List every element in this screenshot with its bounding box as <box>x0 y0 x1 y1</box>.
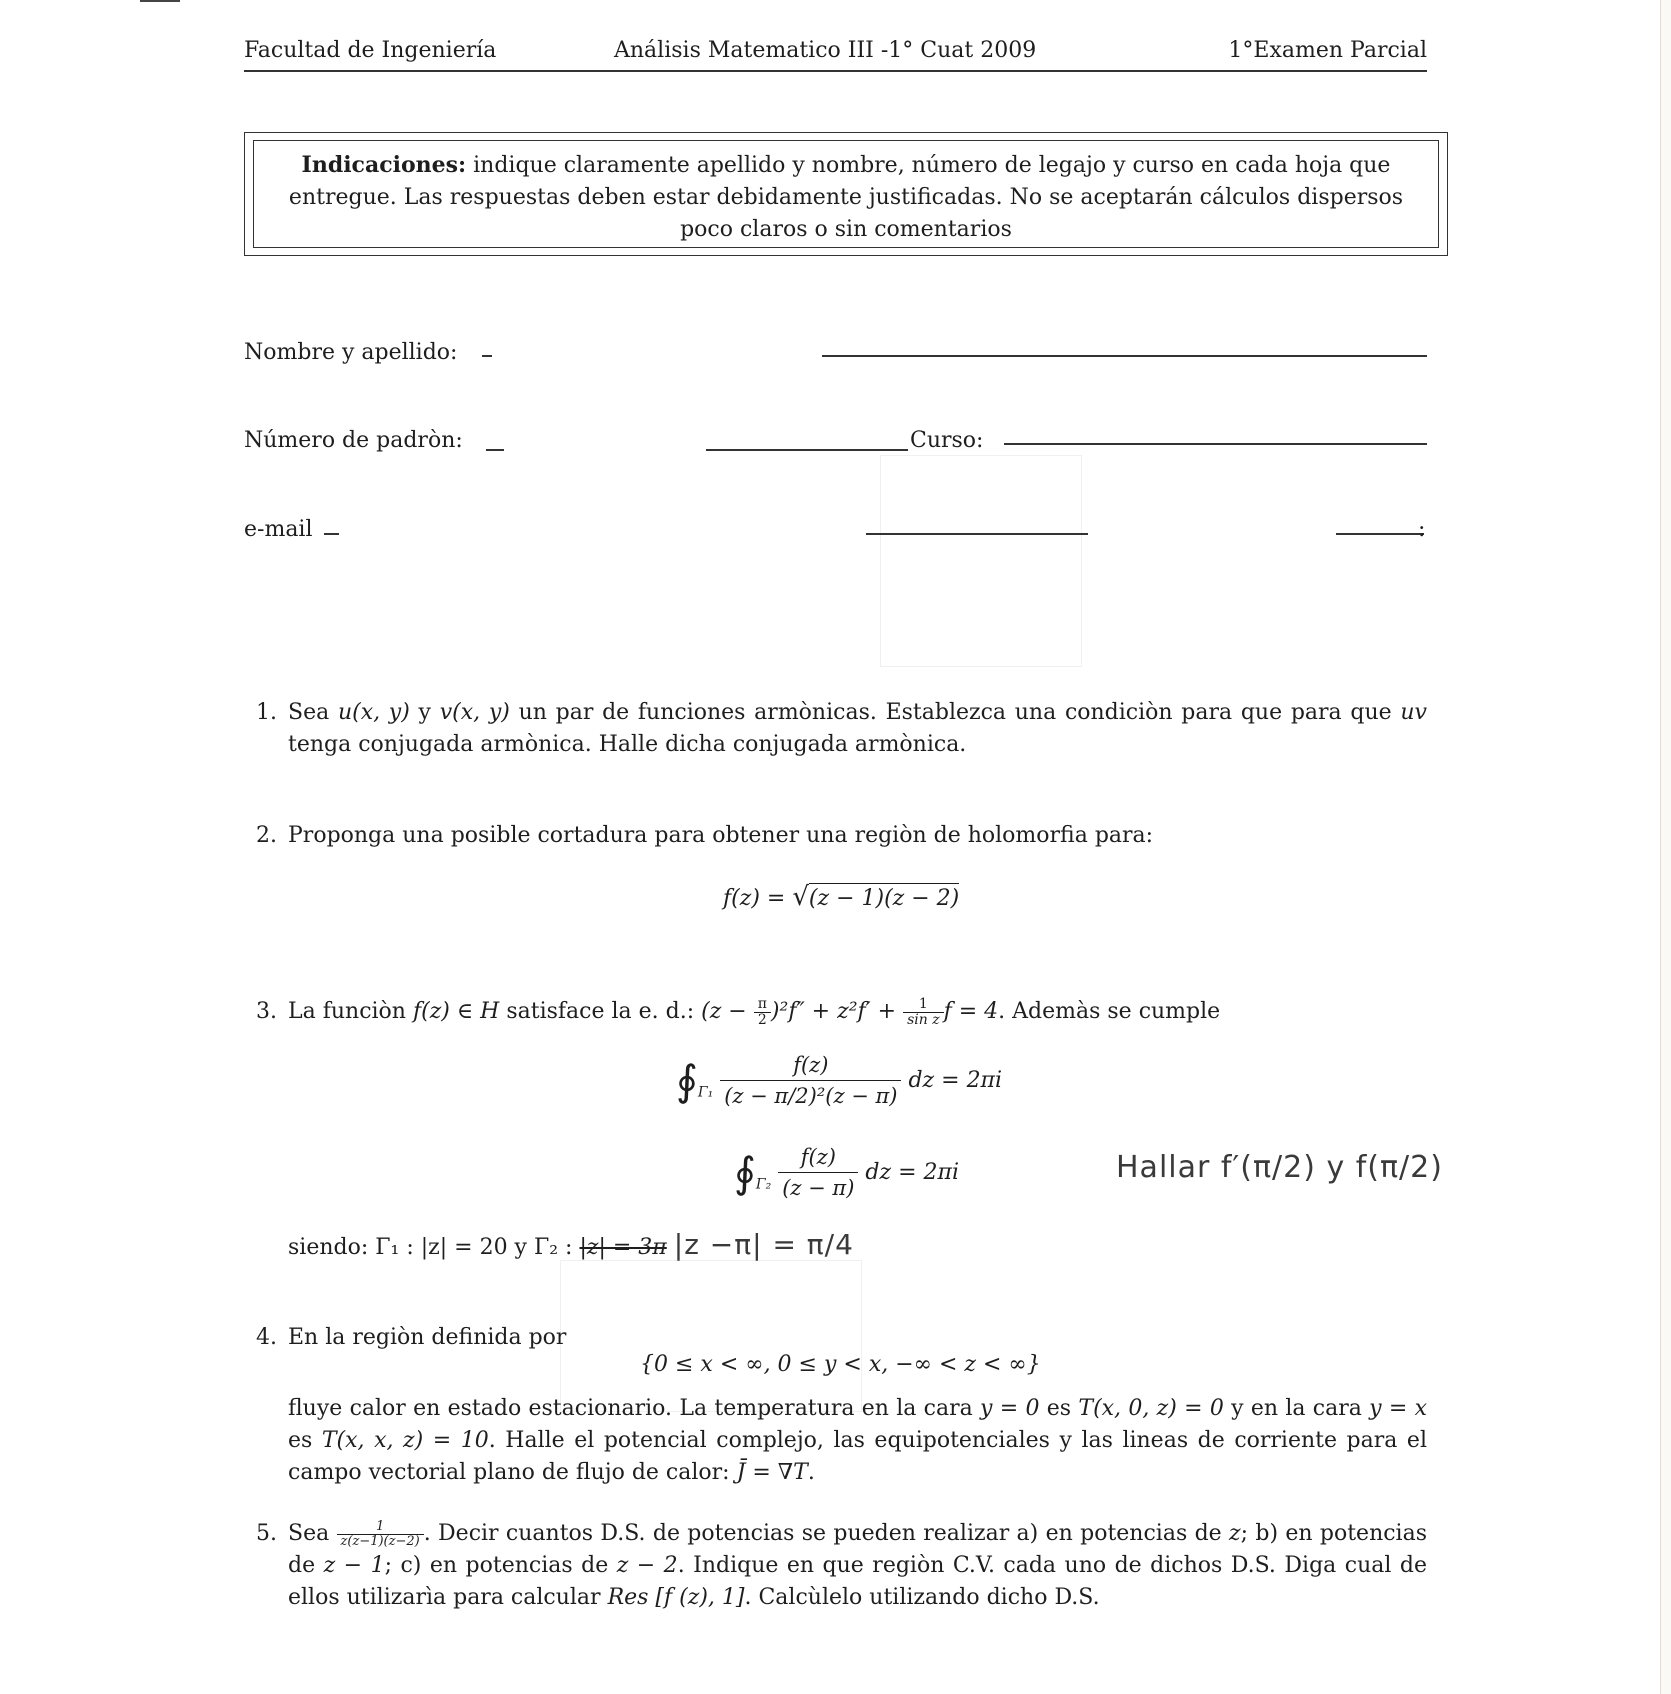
question-text <box>288 1393 1427 1489</box>
handwritten-contour: |z −π| = π/4 <box>673 1228 854 1261</box>
text-run: ; b) en potencias de <box>288 1521 1427 1578</box>
integral-2 <box>734 1142 959 1203</box>
instructions-box <box>244 132 1448 256</box>
math-ed: f = 4 <box>943 999 999 1024</box>
text-run: fluye calor en estado estacionario. La temperatura en la cara <box>288 1396 981 1421</box>
contour-text: siendo: Γ₁ : |z| = 20 y Γ₂ : <box>288 1235 580 1260</box>
faculty-name: Facultad de Ingeniería <box>244 38 497 63</box>
text-run: Sea <box>288 1521 337 1546</box>
padron-label: Número de padròn: <box>244 428 463 453</box>
curso-line[interactable] <box>1004 443 1427 445</box>
question-4-body <box>288 1393 1427 1493</box>
text-run: . Decir cuantos D.S. de potencias se pueden realizar a) en potencias de <box>423 1521 1230 1546</box>
math-ed: (z − <box>701 999 754 1024</box>
text-run: y <box>409 700 440 725</box>
integral-1-rhs: dz = 2πi <box>908 1068 1003 1093</box>
frac-den: z(z−1)(z−2) <box>340 1533 420 1549</box>
frac-num: f(z) <box>778 1142 858 1173</box>
text-run: Sea <box>288 700 338 725</box>
frac-den: 2 <box>757 1011 767 1028</box>
scan-edge-mark <box>140 0 180 2</box>
region-definition: {0 ≤ x < ∞, 0 ≤ y < x, −∞ < z < ∞} <box>640 1352 1041 1377</box>
question-number: 5. <box>256 1521 277 1546</box>
text-run: es <box>288 1428 322 1453</box>
frac-den: (z − π/2)²(z − π) <box>724 1084 898 1108</box>
question-number: 3. <box>256 999 277 1024</box>
frac-num: f(z) <box>720 1050 901 1081</box>
math-run: J̄ = ∇T <box>736 1460 808 1485</box>
gamma-1-sub: Γ₁ <box>697 1084 714 1101</box>
sqrt-symbol: √ <box>792 882 809 912</box>
exam-type: 1°Examen Parcial <box>1228 38 1427 63</box>
math-run: T(x, x, z) = 10 <box>321 1428 489 1453</box>
redacted-name <box>492 318 822 368</box>
frac-num: π <box>754 997 771 1013</box>
question-text <box>288 996 1427 1028</box>
text-run: . Indique en que regiòn C.V. cada uno de dichos D.S. Diga cual de ellos utilizarìa para calcular <box>288 1553 1427 1610</box>
math-run: y = x <box>1369 1396 1427 1421</box>
question-number: 2. <box>256 823 277 848</box>
integral-2-rhs: dz = 2πi <box>865 1160 960 1185</box>
math-run: z <box>1229 1521 1241 1546</box>
email-label: e-mail <box>244 517 313 542</box>
math-ed: )²f″ + z²f′ + <box>770 999 904 1024</box>
text-run: . Halle el potencial complejo, las equipotenciales y las lineas de corriente para el campo vectorial plano de flujo de calor: <box>288 1428 1427 1485</box>
text-run: . Calcùlelo utilizando dicho D.S. <box>744 1585 1100 1610</box>
math-run: T(x, 0, z) = 0 <box>1078 1396 1224 1421</box>
q5-fraction <box>337 1520 424 1549</box>
contour-integral-symbol: ∮ <box>734 1148 756 1197</box>
exam-header <box>244 32 1427 72</box>
fraction-1-sinz <box>903 997 944 1028</box>
instructions-inner <box>253 140 1439 248</box>
frac-num: 1 <box>337 1520 424 1535</box>
contour-integral-symbol: ∮ <box>676 1056 698 1105</box>
question-text <box>288 697 1427 761</box>
frac-den: sin z <box>907 1011 940 1028</box>
question-text <box>288 1518 1427 1614</box>
integral-1 <box>676 1050 1002 1111</box>
frac-den: (z − π) <box>782 1176 855 1200</box>
math-run: y = 0 <box>980 1396 1040 1421</box>
text-run: tenga conjugada armònica. Halle dicha conjugada armònica. <box>288 732 967 757</box>
question-text: En la regiòn definida por <box>288 1325 567 1350</box>
redacted-extra <box>1088 480 1336 610</box>
name-label: Nombre y apellido: <box>244 340 458 365</box>
contour-definitions <box>288 1228 854 1261</box>
formula-lhs: f(z) = <box>723 886 793 911</box>
question-text: Proponga una posible cortadura para obtener una regiòn de holomorfia para: <box>288 823 1154 848</box>
integral-2-fraction <box>778 1142 858 1203</box>
frac-num: 1 <box>903 997 944 1013</box>
math-uv: uv <box>1400 700 1427 725</box>
formula-radicand: (z − 1)(z − 2) <box>809 883 959 911</box>
math-fz: f(z) ∈ H <box>412 999 500 1024</box>
instructions-label: Indicaciones: <box>301 152 467 178</box>
text-run: ; c) en potencias de <box>384 1553 617 1578</box>
math-run: z − 1 <box>323 1553 385 1578</box>
text-run: es <box>1039 1396 1079 1421</box>
question-number: 4. <box>256 1325 277 1350</box>
math-v: v(x, y) <box>439 700 510 725</box>
handwritten-note: Hallar f′(π/2) y f(π/2) <box>1116 1150 1443 1185</box>
question-2 <box>256 820 1427 860</box>
course-title: Análisis Matematico III -1° Cuat 2009 <box>614 38 1037 63</box>
show-through-box <box>880 455 1082 667</box>
redacted-padron <box>504 402 706 459</box>
math-u: u(x, y) <box>337 700 410 725</box>
curso-label: Curso: <box>910 428 984 453</box>
instructions-text: indique claramente apellido y nombre, número de legajo y curso en cada hoja que entregue. Las respuestas deben estar debidamente justificadas. No se aceptarán cálculos dispersos poco claros o sin comentarios <box>288 153 1404 242</box>
integral-1-fraction <box>720 1050 901 1111</box>
formula-sqrt <box>723 882 959 912</box>
text-run: . Ademàs se cumple <box>998 999 1221 1024</box>
question-number: 1. <box>256 700 277 725</box>
email-end-colon: : <box>1418 517 1426 542</box>
gamma-2-sub: Γ₂ <box>755 1176 772 1193</box>
math-run: Res [f (z), 1] <box>607 1585 745 1610</box>
question-5 <box>256 1518 1427 1628</box>
question-1 <box>256 697 1427 767</box>
redacted-email <box>339 497 866 569</box>
text-run: . <box>807 1460 815 1485</box>
text-run: un par de funciones armònicas. Establezca una condiciòn para que para que <box>509 700 1401 725</box>
question-3 <box>256 996 1427 1036</box>
struck-contour: |z| = 3π <box>579 1235 667 1260</box>
text-run: y en la cara <box>1223 1396 1370 1421</box>
math-run: z − 2 <box>616 1553 678 1578</box>
text-run: La funciòn <box>288 999 413 1024</box>
text-run: satisface la e. d.: <box>499 999 702 1024</box>
fraction-pi-2 <box>754 997 771 1028</box>
